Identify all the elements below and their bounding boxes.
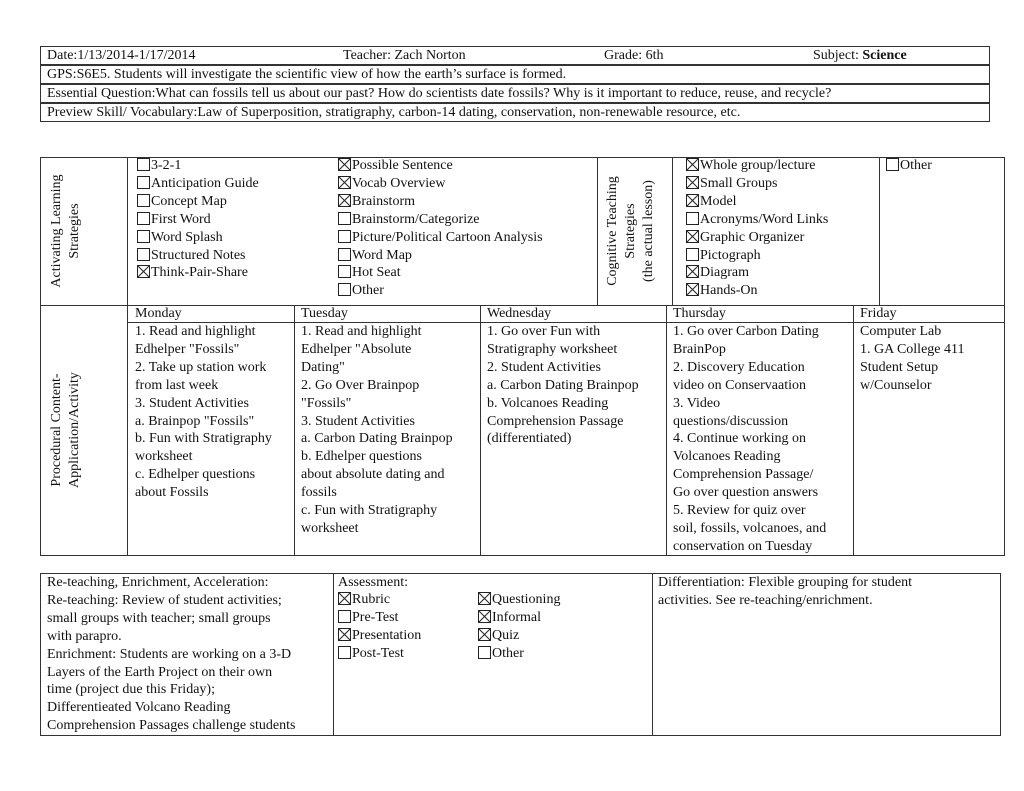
checklist-item	[686, 229, 804, 247]
activity-line: 3. Student Activities	[135, 395, 249, 411]
checklist-label: Acronyms/Word Links	[700, 211, 829, 227]
activity-line: a. Carbon Dating Brainpop	[487, 377, 639, 393]
day-activities	[301, 323, 453, 538]
checkbox-icon[interactable]	[338, 646, 351, 659]
activity-line: BrainPop	[673, 341, 726, 357]
checklist-item	[338, 645, 404, 663]
checklist-label: Hot Seat	[352, 265, 401, 281]
activity-line: 2. Go Over Brainpop	[301, 377, 420, 393]
checklist-label: Diagram	[700, 265, 749, 281]
text-line: with parapro.	[47, 628, 122, 644]
checklist-label: Brainstorm/Categorize	[352, 211, 480, 227]
checkbox-icon[interactable]	[137, 212, 150, 225]
text-line: Differentieated Volcano Reading	[47, 700, 231, 716]
day-activities	[860, 323, 964, 395]
preview-vocabulary: Preview Skill/ Vocabulary:Law of Superposition, stratigraphy, carbon-14 dating, conservation, non-renewable resource, etc.	[40, 103, 990, 122]
activity-line: Dating"	[301, 359, 345, 375]
divider	[666, 305, 667, 556]
text-line: Enrichment: Students are working on a 3-D	[47, 646, 292, 662]
checked-box-icon[interactable]	[686, 194, 699, 207]
checklist-item	[478, 627, 519, 645]
activity-line: 2. Take up station work	[135, 359, 267, 375]
checklist-item	[338, 157, 453, 175]
activity-line: 5. Review for quiz over	[673, 503, 806, 519]
checklist-item	[338, 175, 445, 193]
divider	[672, 157, 673, 305]
activity-line: 4. Continue working on	[673, 431, 806, 447]
checked-box-icon[interactable]	[686, 230, 699, 243]
checklist-item	[686, 157, 815, 175]
checked-box-icon[interactable]	[137, 265, 150, 278]
checklist-item	[338, 591, 390, 609]
activity-line: "Fossils"	[301, 395, 352, 411]
divider	[652, 573, 653, 736]
checklist-label: 3-2-1	[151, 158, 182, 173]
checklist-label: Informal	[492, 609, 541, 625]
activity-line: 2. Discovery Education	[673, 359, 805, 375]
activity-line: 3. Video	[673, 395, 721, 411]
procedural-label-line: Application/Activity	[67, 372, 82, 488]
checklist-label: Pre-Test	[352, 609, 399, 625]
checklist-label: Word Map	[352, 247, 412, 263]
cognitive-label	[604, 159, 658, 303]
checkbox-icon[interactable]	[686, 212, 699, 225]
text-line: time (project due this Friday);	[47, 682, 215, 698]
activity-line: questions/discussion	[673, 413, 789, 429]
checkbox-icon[interactable]	[338, 248, 351, 261]
checklist-label: Other	[492, 645, 524, 661]
subject	[813, 47, 907, 64]
day-header: Friday	[860, 306, 897, 321]
subject-value: Science	[862, 48, 907, 63]
activity-line: Comprehension Passage/	[673, 467, 814, 483]
checked-box-icon[interactable]	[338, 628, 351, 641]
checklist-item	[686, 193, 737, 211]
activity-line: (differentiated)	[487, 431, 572, 447]
checklist-label: Hands-On	[700, 283, 758, 299]
header-row-info	[40, 46, 990, 65]
text-line: small groups with teacher; small groups	[47, 610, 271, 626]
checklist-item	[686, 175, 777, 193]
activating-label-line: Strategies	[67, 203, 82, 259]
reteach-enrichment	[47, 574, 295, 735]
checklist-label: First Word	[151, 211, 211, 227]
activity-line: 2. Student Activities	[487, 359, 601, 375]
text-line: Differentiation: Flexible grouping for student	[658, 575, 913, 590]
divider	[480, 305, 481, 556]
checklist-label: Presentation	[352, 627, 422, 643]
checklist-item	[338, 627, 421, 645]
checklist-label: Anticipation Guide	[151, 175, 259, 191]
checklist-label: Model	[700, 193, 737, 209]
checklist-label: Other	[900, 158, 932, 173]
activity-line: about absolute dating and	[301, 467, 445, 483]
checkbox-icon[interactable]	[338, 265, 351, 278]
cognitive-label-line: Strategies	[623, 203, 638, 259]
checked-box-icon[interactable]	[338, 194, 351, 207]
checklist-item	[478, 591, 560, 609]
checkbox-icon[interactable]	[137, 158, 150, 171]
checklist-item	[338, 211, 480, 229]
activity-line: Student Setup	[860, 359, 939, 375]
activity-line: from last week	[135, 377, 219, 393]
checklist-item	[338, 282, 384, 300]
activity-line: Edhelper "Absolute	[301, 341, 412, 357]
day-activities	[487, 323, 639, 448]
activity-line: b. Edhelper questions	[301, 449, 422, 465]
checkbox-icon[interactable]	[338, 230, 351, 243]
procedural-label-line: Procedural Content-	[49, 373, 64, 487]
checklist-label: Possible Sentence	[352, 158, 453, 173]
checklist-label: Concept Map	[151, 193, 227, 209]
checklist-item	[137, 264, 248, 282]
activity-line: Computer Lab	[860, 324, 942, 339]
checked-box-icon[interactable]	[338, 158, 351, 171]
activity-line: worksheet	[301, 520, 359, 536]
activity-line: b. Fun with Stratigraphy	[135, 431, 272, 447]
checklist-label: Vocab Overview	[352, 175, 446, 191]
checklist-item	[338, 264, 401, 282]
activity-line: c. Fun with Stratigraphy	[301, 503, 438, 519]
activity-line: a. Carbon Dating Brainpop	[301, 431, 453, 447]
activity-line: 1. Read and highlight	[301, 324, 422, 339]
checklist-item	[338, 193, 415, 211]
divider	[853, 305, 854, 556]
checklist-label: Questioning	[492, 592, 561, 607]
day-header: Wednesday	[487, 306, 552, 321]
checked-box-icon[interactable]	[478, 610, 491, 623]
checklist-item	[137, 157, 181, 175]
checkbox-icon[interactable]	[478, 646, 491, 659]
day-header: Monday	[135, 306, 182, 321]
essential-question: Essential Question:What can fossils tell us about our past? How do scientists date fossils? Why is it important to reduce, reuse, and recycle?	[40, 84, 990, 103]
checkbox-icon[interactable]	[137, 248, 150, 261]
activity-line: 1. Go over Fun with	[487, 324, 601, 339]
checklist-item	[686, 247, 761, 265]
checklist-item	[686, 264, 749, 282]
activity-line: worksheet	[135, 449, 193, 465]
differentiation	[658, 574, 912, 610]
subject-label: Subject:	[813, 48, 863, 63]
checklist-label: Think-Pair-Share	[151, 265, 248, 281]
activity-line: Edhelper "Fossils"	[135, 341, 240, 357]
cognitive-label-line: Cognitive Teaching	[605, 176, 620, 286]
text-line: Comprehension Passages challenge students	[47, 718, 296, 734]
checklist-label: Rubric	[352, 592, 391, 607]
checklist-item	[137, 229, 223, 247]
assessment-title: Assessment:	[338, 575, 408, 590]
checked-box-icon[interactable]	[686, 158, 699, 171]
checked-box-icon[interactable]	[686, 265, 699, 278]
activating-label	[48, 159, 84, 303]
divider	[294, 305, 295, 556]
checkbox-icon[interactable]	[137, 176, 150, 189]
procedural-label	[48, 306, 84, 554]
checklist-item	[137, 247, 245, 265]
gps-standard: GPS:S6E5. Students will investigate the scientific view of how the earth’s surface is formed.	[40, 65, 990, 84]
activity-line: soil, fossils, volcanoes, and	[673, 520, 827, 536]
divider	[879, 157, 880, 305]
checklist-label: Whole group/lecture	[700, 158, 816, 173]
checked-box-icon[interactable]	[686, 176, 699, 189]
divider	[127, 157, 128, 556]
text-line: activities. See re-teaching/enrichment.	[658, 592, 873, 608]
checked-box-icon[interactable]	[338, 592, 351, 605]
day-activities	[673, 323, 826, 556]
activity-line: fossils	[301, 485, 337, 501]
activity-line: Comprehension Passage	[487, 413, 624, 429]
checklist-item	[686, 282, 758, 300]
day-header: Tuesday	[301, 306, 348, 321]
checklist-label: Other	[352, 283, 384, 299]
activity-line: Go over question answers	[673, 485, 819, 501]
checked-box-icon[interactable]	[686, 283, 699, 296]
text-line: Re-teaching, Enrichment, Acceleration:	[47, 575, 269, 590]
text-line: Re-teaching: Review of student activities;	[47, 592, 282, 608]
activity-line: b. Volcanoes Reading	[487, 395, 609, 411]
checkbox-icon[interactable]	[137, 194, 150, 207]
checklist-item	[886, 157, 932, 175]
activity-line: Stratigraphy worksheet	[487, 341, 618, 357]
activity-line: conservation on Tuesday	[673, 538, 813, 554]
checklist-item	[478, 645, 524, 663]
checklist-label: Word Splash	[151, 229, 223, 245]
checklist-item	[137, 211, 211, 229]
checklist-item	[137, 193, 227, 211]
day-activities	[135, 323, 272, 502]
checked-box-icon[interactable]	[478, 592, 491, 605]
checklist-label: Brainstorm	[352, 193, 415, 209]
checkbox-icon[interactable]	[338, 212, 351, 225]
activity-line: Volcanoes Reading	[673, 449, 781, 465]
checkbox-icon[interactable]	[137, 230, 150, 243]
checkbox-icon[interactable]	[686, 248, 699, 261]
checklist-item	[137, 175, 259, 193]
checklist-label: Quiz	[492, 627, 520, 643]
cognitive-label-line: (the actual lesson)	[641, 180, 656, 282]
activity-line: a. Brainpop "Fossils"	[135, 413, 255, 429]
divider	[333, 573, 334, 736]
checklist-label: Graphic Organizer	[700, 229, 805, 245]
activity-line: c. Edhelper questions	[135, 467, 256, 483]
activity-line: 3. Student Activities	[301, 413, 415, 429]
grade-level: Grade: 6th	[604, 48, 664, 63]
checklist-item	[338, 609, 398, 627]
day-header: Thursday	[673, 306, 726, 321]
date-range: Date:1/13/2014-1/17/2014	[47, 48, 196, 63]
checkbox-icon[interactable]	[338, 283, 351, 296]
activity-line: w/Counselor	[860, 377, 932, 393]
checklist-label: Post-Test	[352, 645, 404, 661]
checklist-item	[338, 229, 543, 247]
activating-label-line: Activating Learning	[49, 174, 64, 288]
checklist-label: Picture/Political Cartoon Analysis	[352, 229, 543, 245]
activity-line: video on Conservaation	[673, 377, 806, 393]
activity-line: 1. Read and highlight	[135, 324, 256, 339]
checklist-label: Small Groups	[700, 175, 778, 191]
divider	[597, 157, 598, 305]
checkbox-icon[interactable]	[338, 610, 351, 623]
checklist-item	[338, 247, 412, 265]
checked-box-icon[interactable]	[478, 628, 491, 641]
checklist-label: Structured Notes	[151, 247, 246, 263]
checklist-label: Pictograph	[700, 247, 761, 263]
text-line: Layers of the Earth Project on their own	[47, 664, 273, 680]
activity-line: 1. GA College 411	[860, 341, 965, 357]
teacher-name: Teacher: Zach Norton	[343, 48, 466, 63]
activity-line: 1. Go over Carbon Dating	[673, 324, 819, 339]
activity-line: about Fossils	[135, 485, 209, 501]
checkbox-icon[interactable]	[886, 158, 899, 171]
checked-box-icon[interactable]	[338, 176, 351, 189]
checklist-item	[478, 609, 541, 627]
checklist-item	[686, 211, 828, 229]
